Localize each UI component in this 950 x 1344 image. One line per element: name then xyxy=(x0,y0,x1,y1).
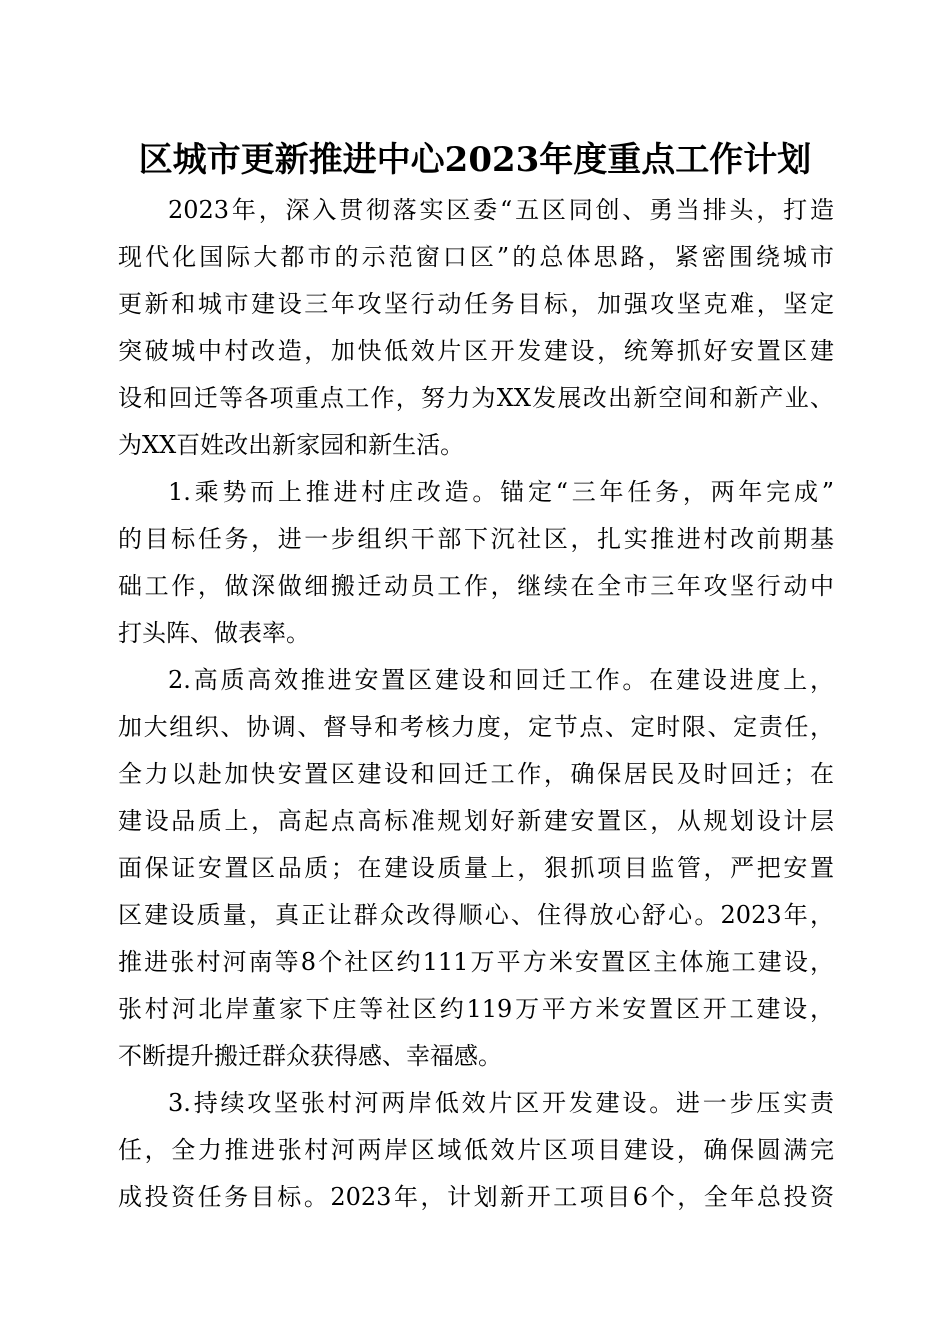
text-line: 为XX百姓改出新家园和新生活。 xyxy=(118,431,465,459)
text-line: 任，全力推进张村河两岸区域低效片区项目建设，确保圆满完 xyxy=(118,1136,834,1164)
text-line: 张村河北岸董家下庄等社区约119万平方米安置区开工建设， xyxy=(118,995,834,1023)
text-line: 加大组织、协调、督导和考核力度，定节点、定时限、定责任， xyxy=(118,713,834,741)
text-line: 3.持续攻坚张村河两岸低效片区开发建设。进一步压实责 xyxy=(168,1089,834,1117)
text-line: 区建设质量，真正让群众改得顺心、住得放心舒心。2023年， xyxy=(118,901,834,929)
text-line: 推进张村河南等8个社区约111万平方米安置区主体施工建设， xyxy=(118,948,834,976)
text-line: 2023年，深入贯彻落实区委“五区同创、勇当排头，打造 xyxy=(168,196,834,224)
text-line: 成投资任务目标。2023年，计划新开工项目6个，全年总投资 xyxy=(118,1183,834,1211)
text-line: 1.乘势而上推进村庄改造。锚定“三年任务，两年完成” xyxy=(168,478,834,506)
text-line: 建设品质上，高起点高标准规划好新建安置区，从规划设计层 xyxy=(118,807,834,835)
text-line: 设和回迁等各项重点工作，努力为XX发展改出新空间和新产业、 xyxy=(118,384,834,412)
text-line: 的目标任务，进一步组织干部下沉社区，扎实推进村改前期基 xyxy=(118,525,834,553)
text-line: 更新和城市建设三年攻坚行动任务目标，加强攻坚克难，坚定 xyxy=(118,290,834,318)
text-line: 现代化国际大都市的示范窗口区”的总体思路，紧密围绕城市 xyxy=(118,243,834,271)
text-line: 全力以赴加快安置区建设和回迁工作，确保居民及时回迁；在 xyxy=(118,760,834,788)
text-line: 面保证安置区品质；在建设质量上，狠抓项目监管，严把安置 xyxy=(118,854,834,882)
paragraph-intro xyxy=(118,187,834,469)
text-line: 打头阵、做表率。 xyxy=(118,619,310,647)
paragraph-item-2 xyxy=(118,657,834,1080)
document-body xyxy=(118,187,834,1221)
text-line: 础工作，做深做细搬迁动员工作，继续在全市三年攻坚行动中 xyxy=(118,572,834,600)
paragraph-item-3 xyxy=(118,1080,834,1221)
text-line: 突破城中村改造，加快低效片区开发建设，统筹抓好安置区建 xyxy=(118,337,834,365)
text-line: 2.高质高效推进安置区建设和回迁工作。在建设进度上， xyxy=(168,666,834,694)
paragraph-item-1 xyxy=(118,469,834,657)
text-line: 不断提升搬迁群众获得感、幸福感。 xyxy=(118,1042,502,1070)
document-title: 区城市更新推进中心2023年度重点工作计划 xyxy=(138,140,812,180)
